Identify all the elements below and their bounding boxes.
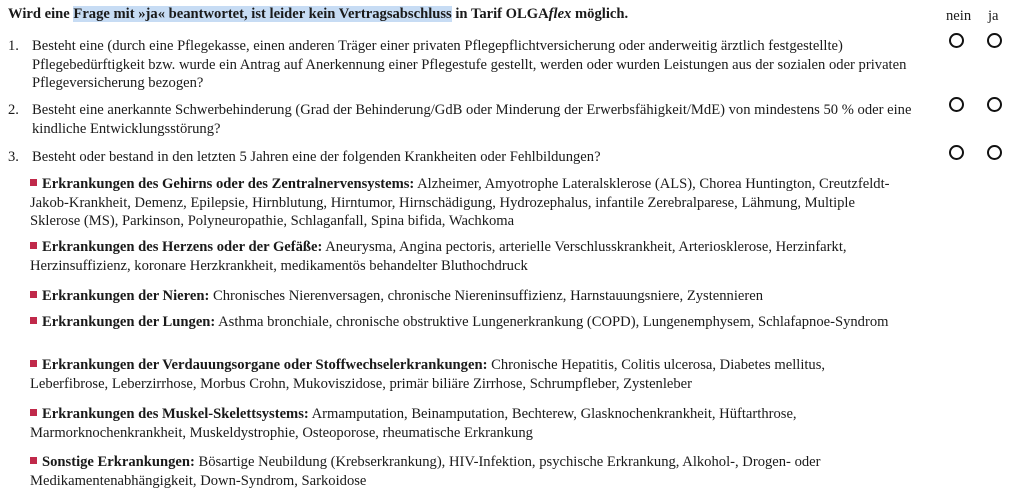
question-3-no-radio[interactable]: [949, 145, 964, 160]
question-2-yes-radio[interactable]: [987, 97, 1002, 112]
category-item-lungs: [30, 313, 900, 332]
bullet-icon: [30, 457, 37, 464]
form-header: [8, 5, 628, 24]
category-text: Bösartige Neubildung (Krebserkrankung), HIV-Infektion, psychische Erkrankung, Alkohol-, Drogen- oder Medikamentenabhängigkeit, Down-Syndrom, Sarkoidose: [30, 454, 821, 489]
question-number: 3.: [8, 149, 19, 165]
category-item-other: [30, 453, 900, 490]
question-text: Besteht eine anerkannte Schwerbehinderung (Grad der Behinderung/GdB oder Minderung der Erwerbsfähigkeit/MdE) von mindestens 50 % oder eine kindliche Entwicklungsstörung?: [32, 102, 912, 137]
question-number: 2.: [8, 102, 19, 118]
question-2: [8, 101, 932, 138]
category-title: Erkrankungen der Nieren:: [42, 288, 210, 304]
question-1-yes-radio[interactable]: [987, 33, 1002, 48]
category-text: Armamputation, Beinamputation, Bechterew, Glasknochenkrankheit, Hüftarthrose, Marmorknochenkrankheit, Muskeldystrophie, Osteoporose, rheumatische Erkrankung: [30, 406, 797, 441]
column-header-no: nein: [946, 8, 972, 24]
question-1-no-radio[interactable]: [949, 33, 964, 48]
header-prefix: Wird eine: [8, 6, 74, 22]
category-title: Erkrankungen des Muskel-Skelettsystems:: [42, 406, 309, 422]
bullet-icon: [30, 291, 37, 298]
bullet-icon: [30, 317, 37, 324]
category-item-digestive: [30, 356, 900, 393]
header-highlight: Frage mit »ja« beantwortet, ist leider kein Vertragsabschluss: [73, 6, 452, 22]
question-3: [8, 148, 932, 167]
question-2-no-radio[interactable]: [949, 97, 964, 112]
column-header-yes: ja: [988, 8, 999, 24]
category-text: Alzheimer, Amyotrophe Lateralsklerose (ALS), Chorea Huntington, Creutzfeldt-Jakob-Krankheit, Demenz, Epilepsie, Hirnblutung, Hirntumor, Hirnschädigung, Hydrozephalus, infantile Zerebralparese, Lähmung, Multiple Sklerose (MS), Parkinson, Polyneuropathie, Schlaganfall, Spina bifida, Wachkoma: [30, 176, 890, 229]
question-1: [8, 37, 932, 93]
category-title: Erkrankungen des Gehirns oder des Zentralnervensystems:: [42, 176, 415, 192]
category-item-heart: [30, 238, 900, 275]
header-suffix: möglich.: [571, 6, 629, 22]
category-title: Erkrankungen der Lungen:: [42, 314, 216, 330]
category-item-brain: [30, 175, 900, 231]
header-italic: flex: [548, 6, 572, 22]
question-text: Besteht oder bestand in den letzten 5 Jahren eine der folgenden Krankheiten oder Fehlbildungen?: [32, 149, 601, 165]
bullet-icon: [30, 179, 37, 186]
bullet-icon: [30, 360, 37, 367]
category-item-kidneys: [30, 287, 900, 306]
category-title: Sonstige Erkrankungen:: [42, 454, 195, 470]
question-number: 1.: [8, 38, 19, 54]
category-text: Chronisches Nierenversagen, chronische Niereninsuffizienz, Harnstauungsniere, Zystennieren: [209, 288, 764, 304]
bullet-icon: [30, 409, 37, 416]
bullet-icon: [30, 242, 37, 249]
category-title: Erkrankungen des Herzens oder der Gefäße:: [42, 239, 323, 255]
category-text: Asthma bronchiale, chronische obstruktive Lungenerkrankung (COPD), Lungenemphysem, Schlafapnoe-Syndrom: [215, 314, 889, 330]
header-middle: in Tarif OLGA: [451, 6, 549, 22]
question-text: Besteht eine (durch eine Pflegekasse, einen anderen Träger einer privaten Pflegepflichtversicherung oder anderweitig ärztlich festgestellte) Pflegebedürftigkeit bzw. wurde ein Antrag auf Anerkennung einer Pflegestufe gestellt, werden oder wurden Leistungen aus der sozialen oder privaten Pflegeversicherung bezogen?: [32, 38, 907, 91]
question-3-yes-radio[interactable]: [987, 145, 1002, 160]
category-item-musculoskeletal: [30, 405, 900, 442]
category-text: Chronische Hepatitis, Colitis ulcerosa, Diabetes mellitus, Leberfibrose, Leberzirrhose, Morbus Crohn, Mukoviszidose, primär biliäre Zirrhose, Schrumpfleber, Zystenleber: [30, 357, 826, 392]
category-title: Erkrankungen der Verdauungsorgane oder Stoffwechselerkrankungen:: [42, 357, 488, 373]
category-text: Aneurysma, Angina pectoris, arterielle Verschlusskrankheit, Arteriosklerose, Herzinfarkt, Herzinsuffizienz, koronare Herzkrankheit, medikamentös behandelter Bluthochdruck: [30, 239, 847, 274]
